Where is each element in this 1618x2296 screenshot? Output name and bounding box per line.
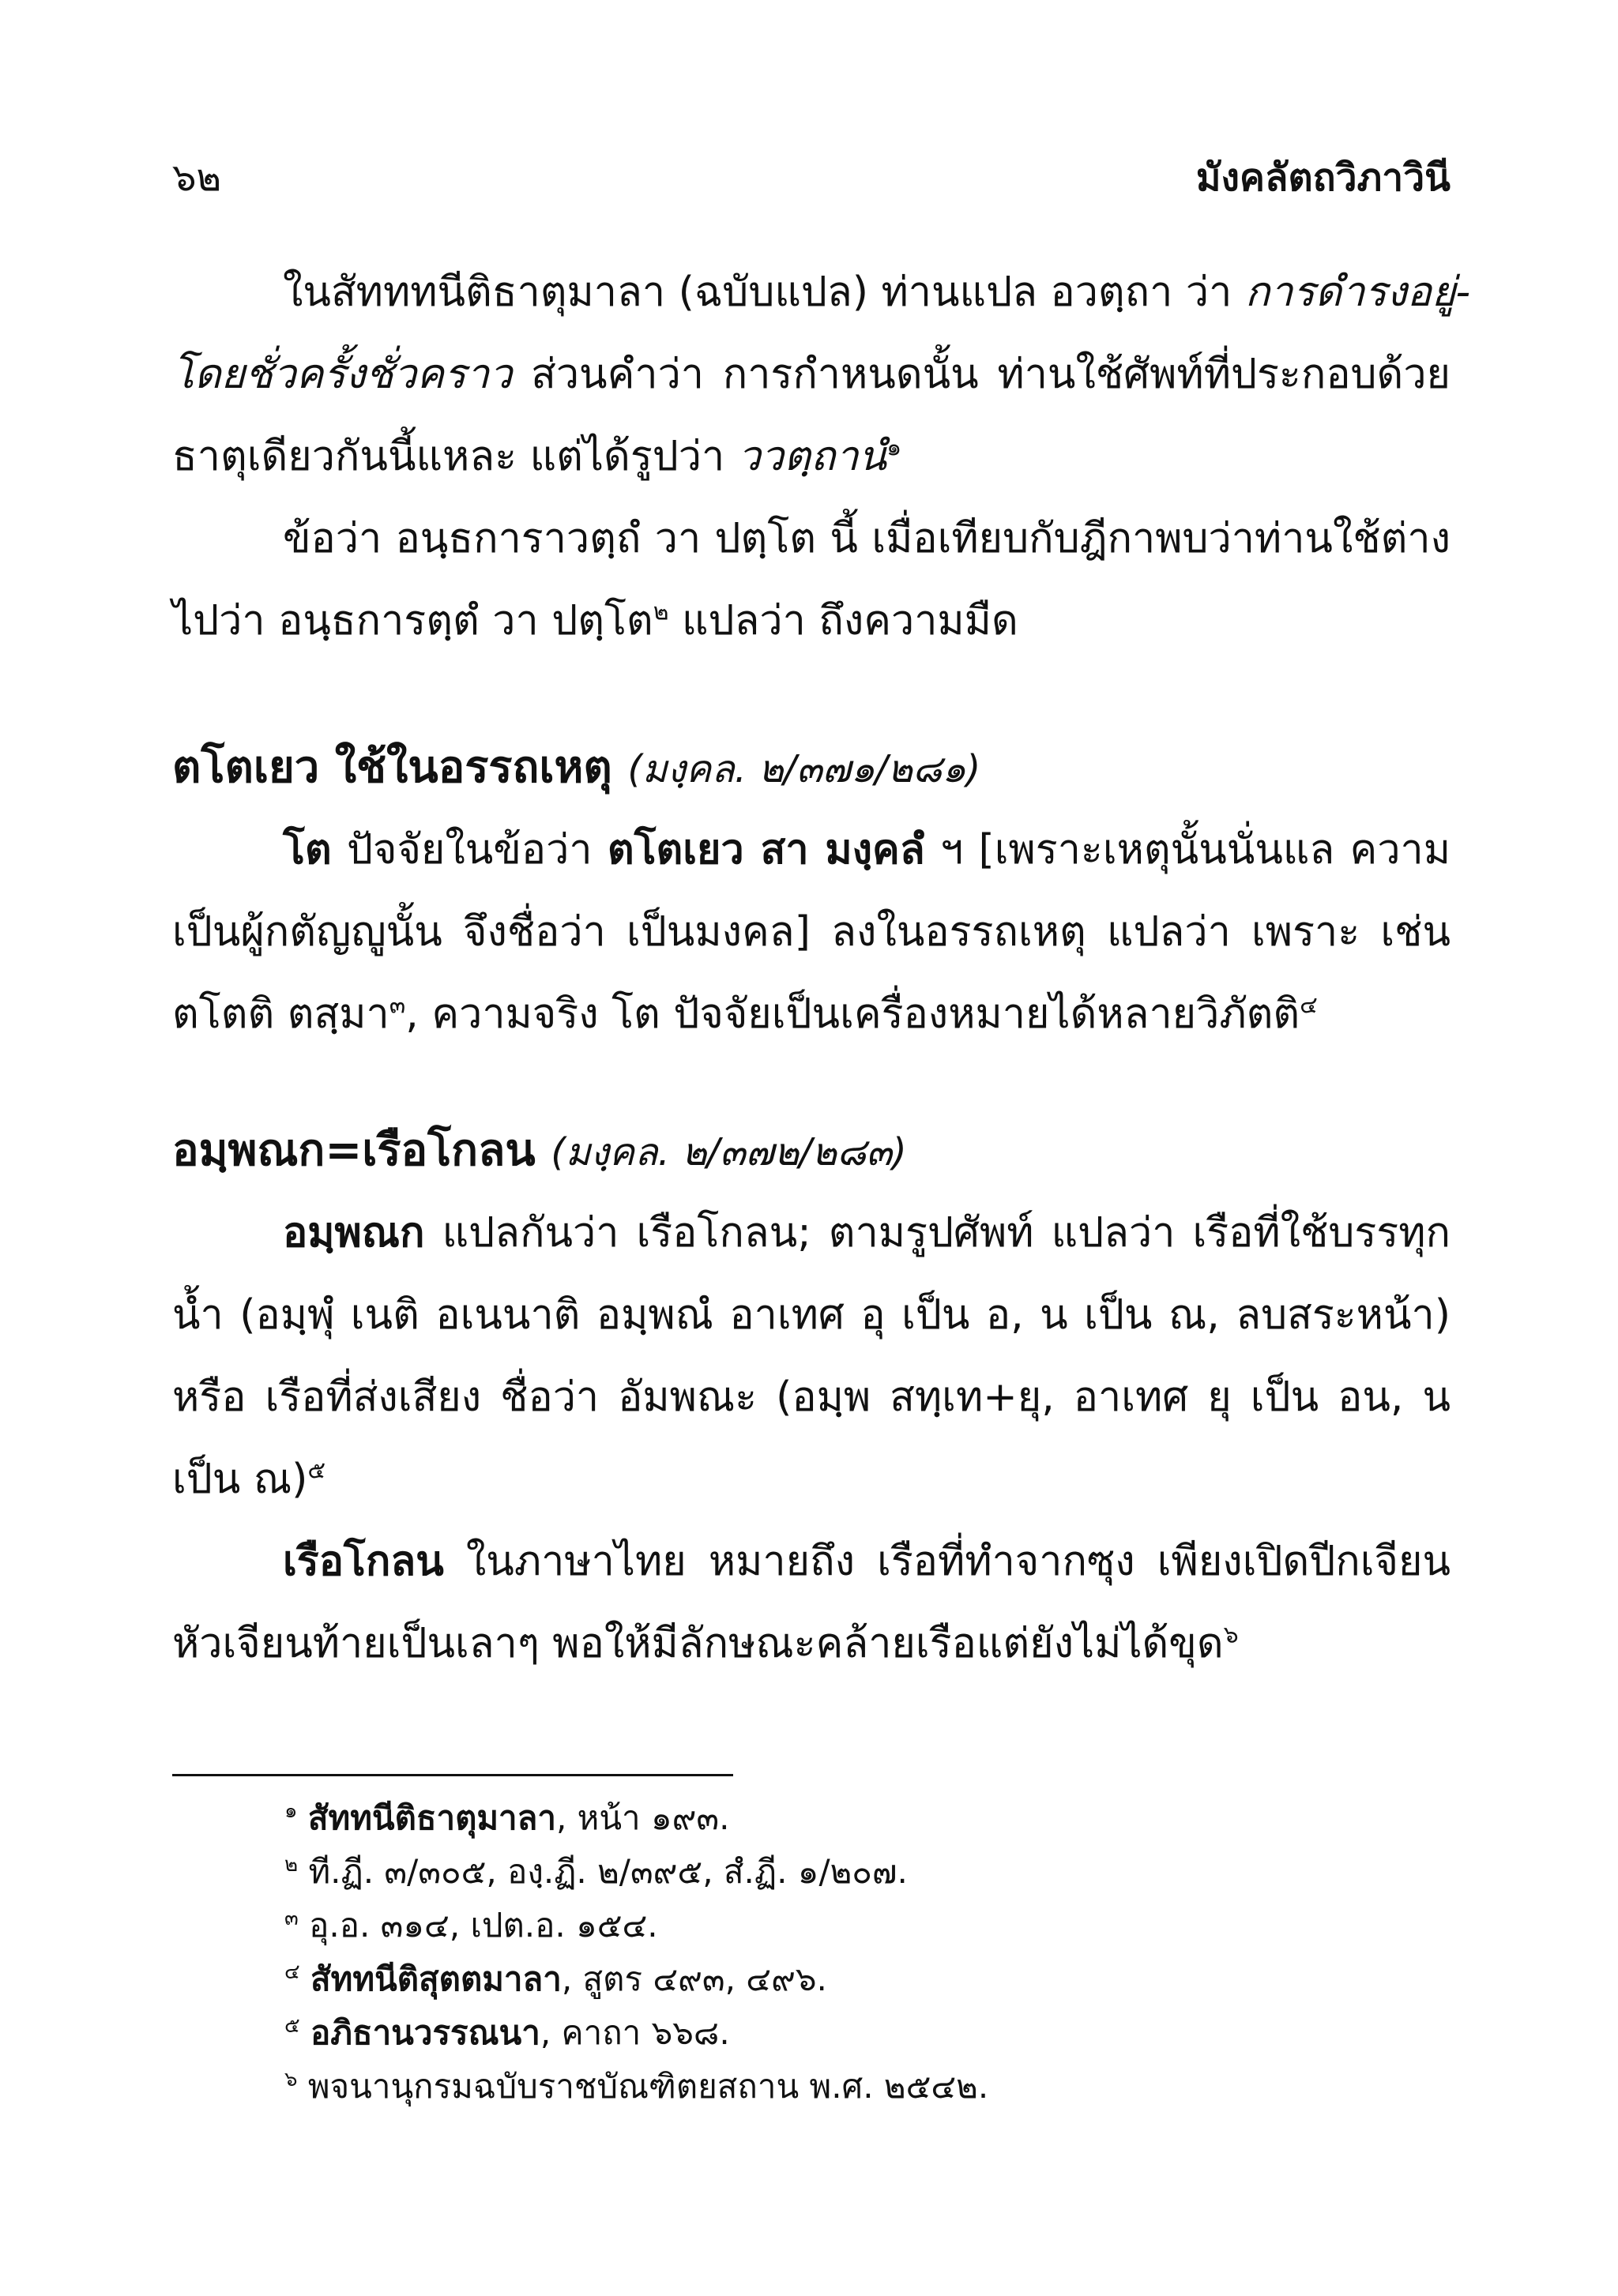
- paragraph-1: [172, 251, 1471, 498]
- text-line: ไปว่า อนฺธการตฺตํ วา ปตฺโต$^๒$ แปลว่า ถึงความมืด: [172, 597, 1018, 644]
- text-line: ข้อว่า อนฺธการาวตฺถํ วา ปตฺโต นี้ เมื่อเทียบกับฎีกาพบว่าท่านใช้ต่าง: [283, 515, 1451, 562]
- footnote: $^๕$ อภิธานวรรณนา, คาถา ๖๖๘.: [284, 2013, 730, 2052]
- footnote-separator: [172, 1774, 733, 1776]
- footnote-ref: ๖: [1223, 1621, 1239, 1649]
- footnote: $^๔$ สัททนีติสุตตมาลา, สูตร ๔๙๓, ๔๙๖.: [284, 1960, 827, 1998]
- page-header: [172, 150, 1451, 205]
- footnote: $^๖$ พจนานุกรมฉบับราชบัณฑิตยสถาน พ.ศ. ๒๕๔๒.: [284, 2067, 989, 2106]
- text-line: หัวเจียนท้ายเป็นเลาๆ พอให้มีลักษณะคล้ายเรือแต่ยังไม่ได้ขุด$^๖$: [172, 1620, 1239, 1667]
- text-line: โดยชั่วครั้งชั่วคราว ส่วนคำว่า การกำหนดนั้น ท่านใช้ศัพท์ที่ประกอบด้วย: [172, 351, 1451, 398]
- footnote-ref: ๒: [653, 598, 669, 626]
- text-line: เป็นผู้กตัญญูนั้น จึงชื่อว่า เป็นมงคล] ลงในอรรถเหตุ แปลว่า เพราะ เช่น: [172, 908, 1451, 956]
- text-line: น้ำ (อมฺพุํ เนติ อเนนาติ อมฺพณํ อาเทศ อุ เป็น อ, น เป็น ณ, ลบสระหน้า): [172, 1291, 1451, 1339]
- text-line: เป็น ณ)$^๕$: [172, 1456, 326, 1503]
- text-line: อมฺพณก แปลกันว่า เรือโกลน; ตามรูปศัพท์ แปลว่า เรือที่ใช้บรรทุก: [283, 1209, 1451, 1257]
- footnote: $^๓$ อุ.อ. ๓๑๔, เปต.อ. ๑๕๔.: [284, 1906, 658, 1945]
- text-line: ในสัทททนีติธาตุมาลา (ฉบับแปล) ท่านแปล อวตฺถา ว่า การดำรงอยู่-: [283, 269, 1471, 316]
- section-heading: ตโตเยว ใช้ในอรรถเหตุ (มงฺคล. ๒/๓๗๑/๒๘๑): [172, 742, 981, 793]
- text-line: เรือโกลน ในภาษาไทย หมายถึง เรือที่ทำจากซุง เพียงเปิดปีกเจียน: [283, 1538, 1451, 1585]
- paragraph-2: [172, 498, 1451, 662]
- footnote-ref: ๔: [1300, 991, 1318, 1020]
- footnote-ref: ๑: [886, 434, 902, 462]
- footnotes: [284, 1791, 1454, 2114]
- footnote-ref: ๕: [307, 1456, 326, 1485]
- text-line: ตโตติ ตสฺมา$^๓$, ความจริง โต ปัจจัยเป็นเครื่องหมายได้หลายวิภัตติ$^๔$: [172, 990, 1318, 1038]
- section-2: [172, 1110, 1451, 1685]
- footnote: $^๑$ สัททนีติธาตุมาลา, หน้า ๑๙๓.: [284, 1798, 730, 1837]
- footnote-ref: ๓: [389, 991, 406, 1020]
- section-1: [172, 727, 1451, 1055]
- footnote: $^๒$ ที.ฏี. ๓/๓๐๕, องฺ.ฏี. ๒/๓๙๕, สํ.ฏี. ๑/๒๐๗.: [284, 1852, 908, 1891]
- text-line: โต ปัจจัยในข้อว่า ตโตเยว สา มงฺคลํ ฯ [เพราะเหตุนั้นนั่นแล ความ: [283, 826, 1451, 874]
- text-line: ธาตุเดียวกันนี้แหละ แต่ได้รูปว่า ววตฺถานํ$^๑$: [172, 433, 902, 480]
- text-line: หรือ เรือที่ส่งเสียง ชื่อว่า อัมพณะ (อมฺพ สทฺเท+ยุ, อาเทศ ยุ เป็น อน, น: [172, 1373, 1451, 1421]
- page-number: ๖๒: [172, 156, 222, 200]
- running-head: มังคลัตถวิภาวินี: [1195, 156, 1451, 200]
- section-heading: อมฺพณก=เรือโกลน (มงฺคล. ๒/๓๗๒/๒๘๓): [172, 1125, 907, 1176]
